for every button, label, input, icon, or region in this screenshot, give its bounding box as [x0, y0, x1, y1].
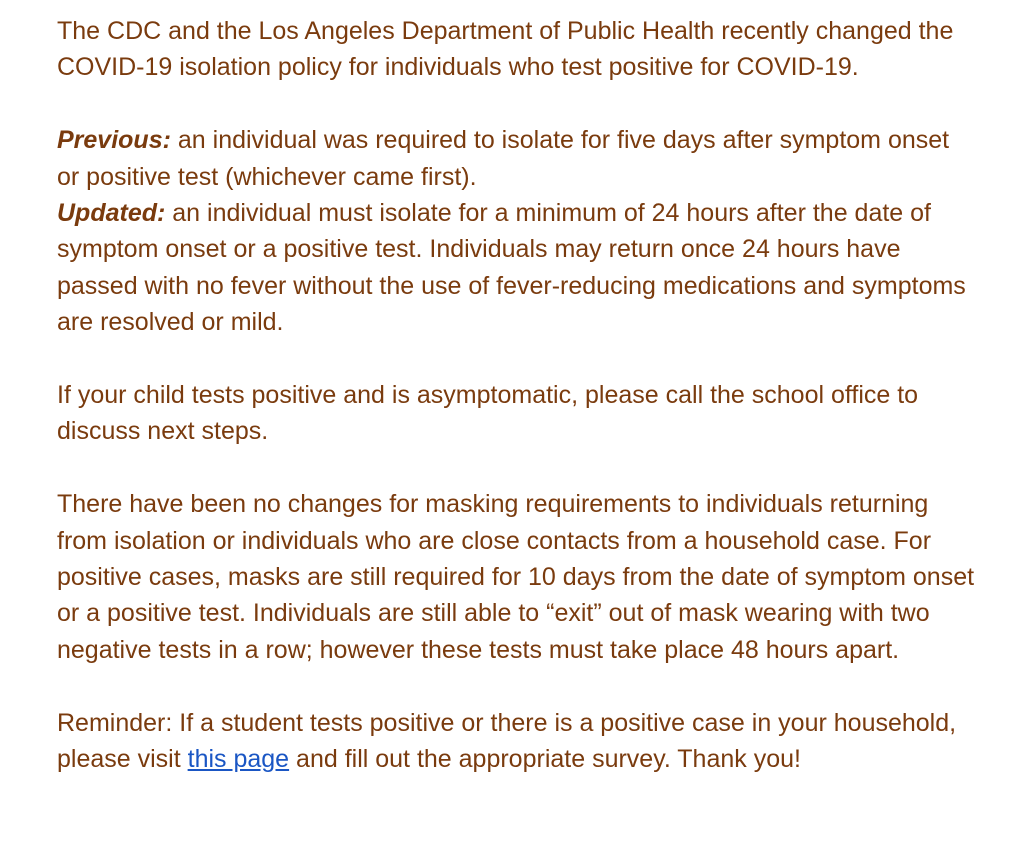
spacer: [57, 86, 977, 122]
previous-text: an individual was required to isolate for five days after symptom onset or positive test (whichever came first).: [57, 126, 950, 191]
spacer: [57, 450, 977, 486]
updated-label: Updated:: [57, 199, 166, 228]
survey-page-link[interactable]: this page: [187, 745, 290, 774]
intro-paragraph: The CDC and the Los Angeles Department of Public Health recently changed the COVID-19 isolation policy for individuals who test positive for COVID-19.: [57, 17, 954, 82]
reminder-paragraph: [57, 705, 977, 778]
updated-text: an individual must isolate for a minimum of 24 hours after the date of symptom onset or a positive test. Individuals may return once 24 hours have passed with no fever without the use of fever-reducing medications and symptoms are resolved or mild.: [57, 199, 966, 337]
spacer: [57, 341, 977, 377]
previous-label: Previous:: [57, 126, 171, 155]
reminder-text-after: and fill out the appropriate survey. Thank you!: [289, 745, 801, 774]
masking-paragraph: There have been no changes for masking requirements to individuals returning from isolation or individuals who are close contacts from a household case. For positive cases, masks are still required for 10 days from the date of symptom onset or a positive test. Individuals are still able to “exit” out of mask wearing with two negative tests in a row; however these tests must take place 48 hours apart.: [57, 490, 975, 664]
asymptomatic-paragraph: If your child tests positive and is asymptomatic, please call the school office to discuss next steps.: [57, 381, 919, 446]
spacer: [57, 668, 977, 704]
policy-notice: [57, 13, 977, 777]
reminder-text-before: Reminder: If a student tests positive or there is a positive case in your household, please visit: [57, 708, 957, 774]
previous-policy: [57, 122, 977, 195]
updated-policy: [57, 195, 977, 341]
